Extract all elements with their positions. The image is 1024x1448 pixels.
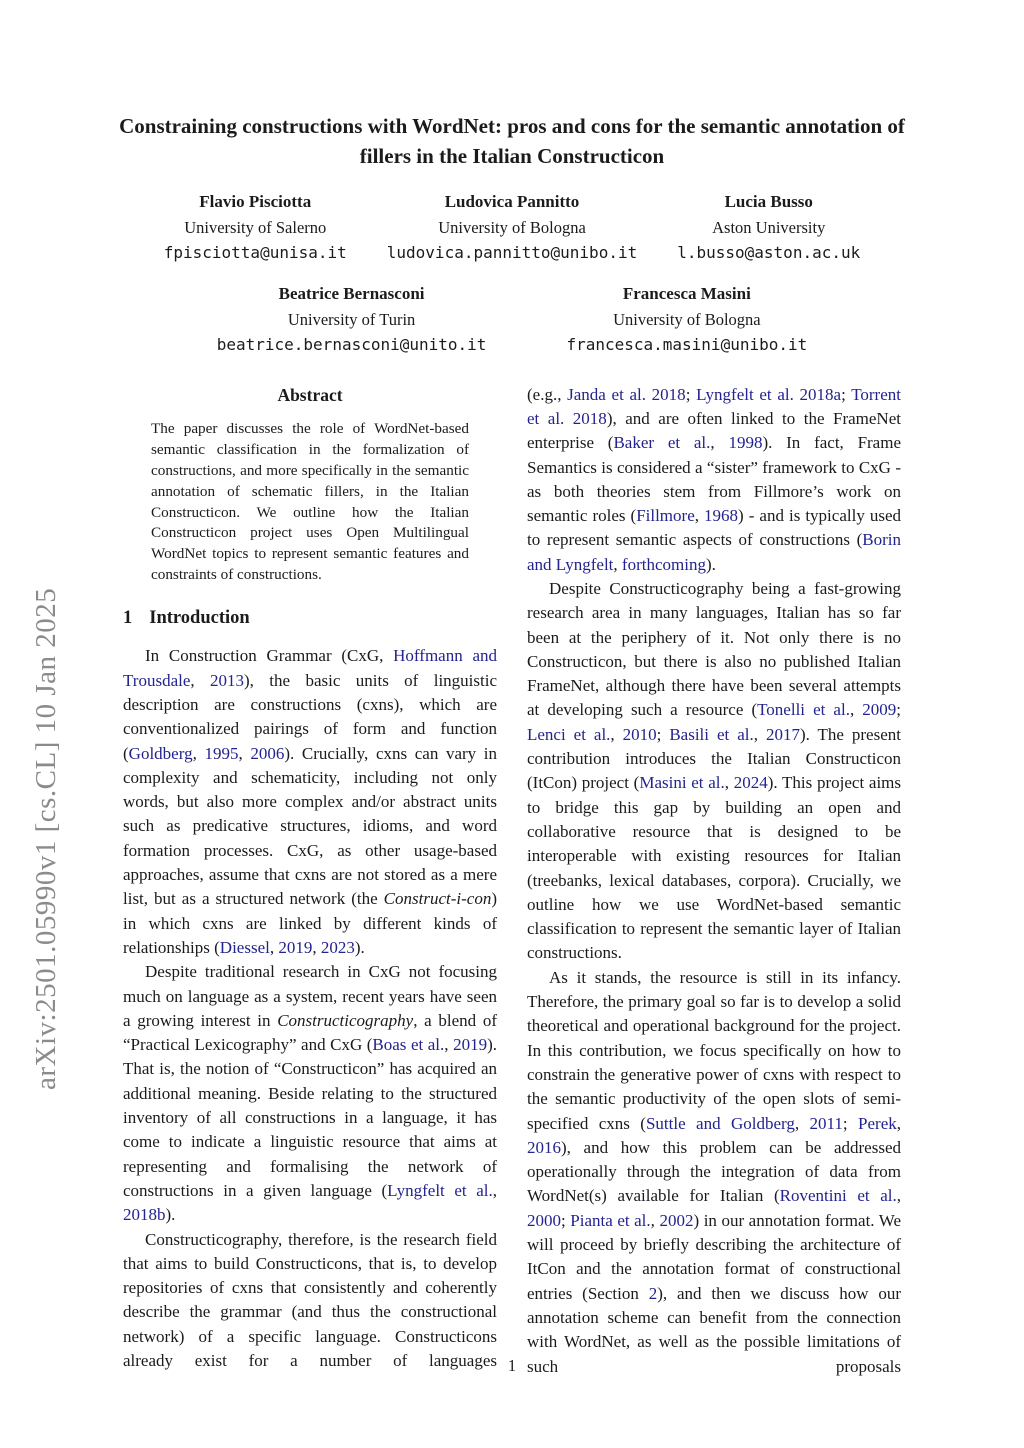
- citation-link[interactable]: Fillmore: [636, 506, 695, 526]
- text-segment: ;: [656, 724, 670, 744]
- author-affiliation: University of Bologna: [438, 217, 586, 237]
- author-email: fpisciotta@unisa.it: [163, 242, 347, 262]
- paragraph: [123, 1228, 497, 1374]
- text-segment: ,: [444, 1035, 454, 1055]
- text-segment: ). Crucially, cxns can vary in complexity and schematicity, including not only words, but also more complex and/or abstract units such as predicative structures, idioms, and word formation processes. CxG, as other usage-based approaches, assume that cxns are not stored as a mere list, but as a structured network (the: [123, 743, 498, 909]
- citation-link[interactable]: 2017: [765, 724, 800, 744]
- text-segment: As it stands, the resource is still in its infancy. Therefore, the primary goal so far is to develop a solid theoretical and operational background for the project. In this contribution, we focus specifically on how to constrain the generative power of cxns with respect to the semantic productivity of the open slots of semi-specified cxns (: [527, 967, 901, 1133]
- text-segment: ), and how this problem can be addressed operationally through the integration of data from WordNet(s) available for Italian (: [527, 1137, 901, 1206]
- text-segment: ;: [685, 384, 697, 404]
- text-segment: ). This project aims to bridge this gap by building an open and collaborative resource that is designed to be interoperable with existing resources for Italian (treebanks, lexical databases, corpora). Crucially, we outline how we use WordNet-based semantic classification to represent the semantic layer of Italian constructions.: [527, 773, 901, 963]
- citation-link[interactable]: 2019: [453, 1035, 488, 1055]
- paragraph: [123, 960, 497, 1227]
- text-segment: ,: [650, 1210, 660, 1230]
- citation-link[interactable]: Boas et al.: [372, 1035, 445, 1055]
- text-segment: ,: [492, 1180, 497, 1200]
- citation-link[interactable]: 2024: [733, 773, 768, 793]
- text-segment: ,: [192, 743, 205, 763]
- text-segment: ). The present contribution introduces the Italian Constructicon (ItCon) project (: [527, 724, 901, 793]
- author-name: Beatrice Bernasconi: [278, 283, 425, 303]
- citation-link[interactable]: Lenci et al.: [527, 724, 611, 744]
- text-segment: ).: [165, 1205, 176, 1225]
- author-row-1: [0, 189, 1024, 265]
- text-segment: ) in our annotation format. We will proceed by briefly describing the architecture of ItCon and the annotation format of constructional entries (Section: [527, 1210, 902, 1303]
- citation-link[interactable]: 2010: [622, 724, 657, 744]
- text-segment: ,: [896, 1186, 902, 1206]
- citation-link[interactable]: 2: [648, 1283, 658, 1303]
- two-column-body: [123, 383, 901, 1379]
- text-segment: ), and then we discuss how our annotation scheme can benefit from the connection with WordNet, as well as the possible limitations of such proposals: [527, 1283, 901, 1376]
- citation-link[interactable]: Pianta et al.: [570, 1210, 651, 1230]
- right-column: [527, 383, 901, 1379]
- italic-term: Construct-i-con: [383, 889, 492, 909]
- citation-link[interactable]: 1998: [728, 433, 763, 453]
- text-segment: ,: [724, 773, 734, 793]
- citation-link[interactable]: Lyngfelt et al. 2018a: [696, 384, 842, 404]
- citation-link[interactable]: 2006: [250, 743, 285, 763]
- citation-link[interactable]: forthcoming: [621, 554, 706, 574]
- section-title: Introduction: [149, 608, 250, 629]
- page-number: 1: [507, 1356, 517, 1375]
- citation-link[interactable]: 2023: [320, 937, 355, 957]
- citation-link[interactable]: Janda et al. 2018: [567, 384, 686, 404]
- citation-link[interactable]: 2013: [210, 670, 245, 690]
- citation-link[interactable]: 2019: [278, 937, 313, 957]
- section-heading-introduction: [123, 608, 497, 629]
- author-affiliation: University of Salerno: [184, 217, 327, 237]
- author-email: beatrice.bernasconi@unito.it: [216, 334, 487, 354]
- citation-link[interactable]: Masini et al.: [639, 773, 725, 793]
- text-segment: ,: [710, 433, 729, 453]
- author-name: Lucia Busso: [724, 191, 813, 211]
- citation-link[interactable]: 2016: [527, 1137, 561, 1157]
- text-segment: ,: [694, 506, 705, 526]
- text-segment: ,: [849, 700, 863, 720]
- citation-link[interactable]: Tonelli et al.: [757, 700, 850, 720]
- text-segment: ). That is, the notion of “Constructicon” has acquired an additional meaning. Beside relating to the structured inventory of all constructions in a language, it has come to indicate a linguistic resource that aims at representing and formalising the network of constructions in a given language (: [123, 1035, 497, 1200]
- text-segment: ;: [561, 1210, 571, 1230]
- citation-link[interactable]: Basili et al.: [669, 724, 754, 744]
- citation-link[interactable]: 1968: [704, 506, 739, 526]
- text-segment: (e.g.,: [527, 384, 568, 404]
- author-name: Francesca Masini: [622, 283, 751, 303]
- text-segment: ,: [312, 937, 321, 957]
- text-segment: Despite traditional research in CxG not focusing much on language as a system, recent years have seen a growing interest in: [123, 962, 497, 1030]
- citation-link[interactable]: 2009: [862, 700, 897, 720]
- section-number: 1: [123, 608, 133, 629]
- citation-link[interactable]: Lyngfelt et al.: [387, 1180, 493, 1200]
- paragraph: [123, 644, 497, 960]
- author-block: [387, 189, 637, 265]
- author-name: Ludovica Pannitto: [444, 191, 580, 211]
- author-block: [677, 189, 860, 265]
- text-segment: ), the basic units of linguistic description are constructions (cxns), which are conventionalized pairings of form and function (: [123, 670, 497, 763]
- arxiv-stamp: arXiv:2501.05990v1 [cs.CL] 10 Jan 2025: [30, 587, 62, 1090]
- citation-link[interactable]: 2018b: [123, 1205, 166, 1225]
- author-row-2: [0, 281, 1024, 357]
- text-segment: ). In fact, Frame Semantics is considered a “sister” framework to CxG - as both theories stem from Fillmore’s work on semantic roles (: [527, 433, 901, 526]
- author-block: [164, 189, 347, 265]
- citation-link[interactable]: Hoffmann and Trousdale: [123, 646, 498, 690]
- paragraph: [527, 383, 901, 577]
- text-segment: ).: [705, 554, 716, 574]
- author-affiliation: Aston University: [712, 217, 826, 237]
- author-email: l.busso@aston.ac.uk: [677, 242, 861, 262]
- text-segment: ,: [190, 670, 211, 690]
- text-segment: In Construction Grammar (CxG,: [145, 646, 394, 666]
- text-segment: ;: [841, 384, 852, 404]
- text-segment: ;: [842, 1113, 859, 1133]
- abstract-heading: Abstract: [277, 384, 343, 405]
- author-block: [566, 281, 807, 357]
- citation-link[interactable]: 2002: [659, 1210, 694, 1230]
- text-segment: ,: [610, 724, 623, 744]
- citation-link[interactable]: Torrent et al. 2018: [527, 384, 901, 428]
- author-affiliation: University of Bologna: [613, 309, 761, 329]
- citation-link[interactable]: Diessel: [219, 937, 270, 957]
- author-block: [217, 281, 487, 357]
- citation-link[interactable]: 2011: [809, 1113, 843, 1133]
- author-email: ludovica.pannitto@unibo.it: [386, 242, 638, 262]
- citation-link[interactable]: Borin and Lyngfelt: [527, 530, 901, 574]
- text-segment: ,: [753, 724, 766, 744]
- author-email: francesca.masini@unibo.it: [566, 334, 808, 354]
- paragraph: [527, 966, 901, 1379]
- text-segment: ,: [896, 1113, 901, 1133]
- text-segment: Despite Constructicography being a fast-growing research area in many languages, Italian has so far been at the periphery of it. Not only there is no Constructicon, but there is also no published Italian FrameNet, although there have been several attempts at developing such a resource (: [527, 579, 901, 720]
- text-segment: ), and are often linked to the FrameNet enterprise (: [527, 408, 901, 453]
- citation-link[interactable]: Suttle and Goldberg: [645, 1113, 795, 1133]
- citation-link[interactable]: 1995: [204, 743, 239, 763]
- italic-term: Constructicography: [277, 1010, 414, 1030]
- text-segment: Constructicography, therefore, is the research field that aims to build Constructicons, that is, to develop repositories of cxns that consistently and coherently describe the grammar (and thus the constructional network) of a specific language. Constructicons already exist for a number of languages: [123, 1229, 497, 1370]
- text-segment: ,: [238, 743, 251, 763]
- left-column: [123, 383, 497, 1379]
- abstract-text: The paper discusses the role of WordNet-based semantic classification in the formalization of constructions, and more specifically in the semantic annotation of schematic fillers, in the Italian Constructicon. We outline how the Italian Constructicon project uses Open Multilingual WordNet topics to represent semantic features and constraints of constructions.: [151, 419, 469, 584]
- text-segment: ) in which cxns are linked by different kinds of relationships (: [123, 889, 497, 957]
- paragraph: [527, 577, 901, 966]
- author-name: Flavio Pisciotta: [199, 191, 312, 211]
- text-segment: ;: [896, 700, 902, 720]
- text-segment: , a blend of “Practical Lexicography” and CxG (: [123, 1010, 497, 1055]
- text-segment: ,: [269, 937, 279, 957]
- text-segment: ).: [354, 937, 365, 957]
- text-segment: ,: [613, 554, 622, 574]
- citation-link[interactable]: Baker et al.: [613, 433, 711, 453]
- text-segment: ,: [794, 1113, 810, 1133]
- citation-link[interactable]: 2000: [527, 1210, 561, 1230]
- text-segment: ) - and is typically used to represent semantic aspects of constructions (: [527, 506, 901, 550]
- author-affiliation: University of Turin: [287, 309, 416, 329]
- citation-link[interactable]: Perek: [858, 1113, 897, 1133]
- citation-link[interactable]: Roventini et al.: [779, 1186, 897, 1206]
- citation-link[interactable]: Goldberg: [128, 743, 193, 763]
- paper-title: Constraining constructions with WordNet: pros and cons for the semantic annotation of fillers in the Italian Constructicon: [119, 114, 905, 168]
